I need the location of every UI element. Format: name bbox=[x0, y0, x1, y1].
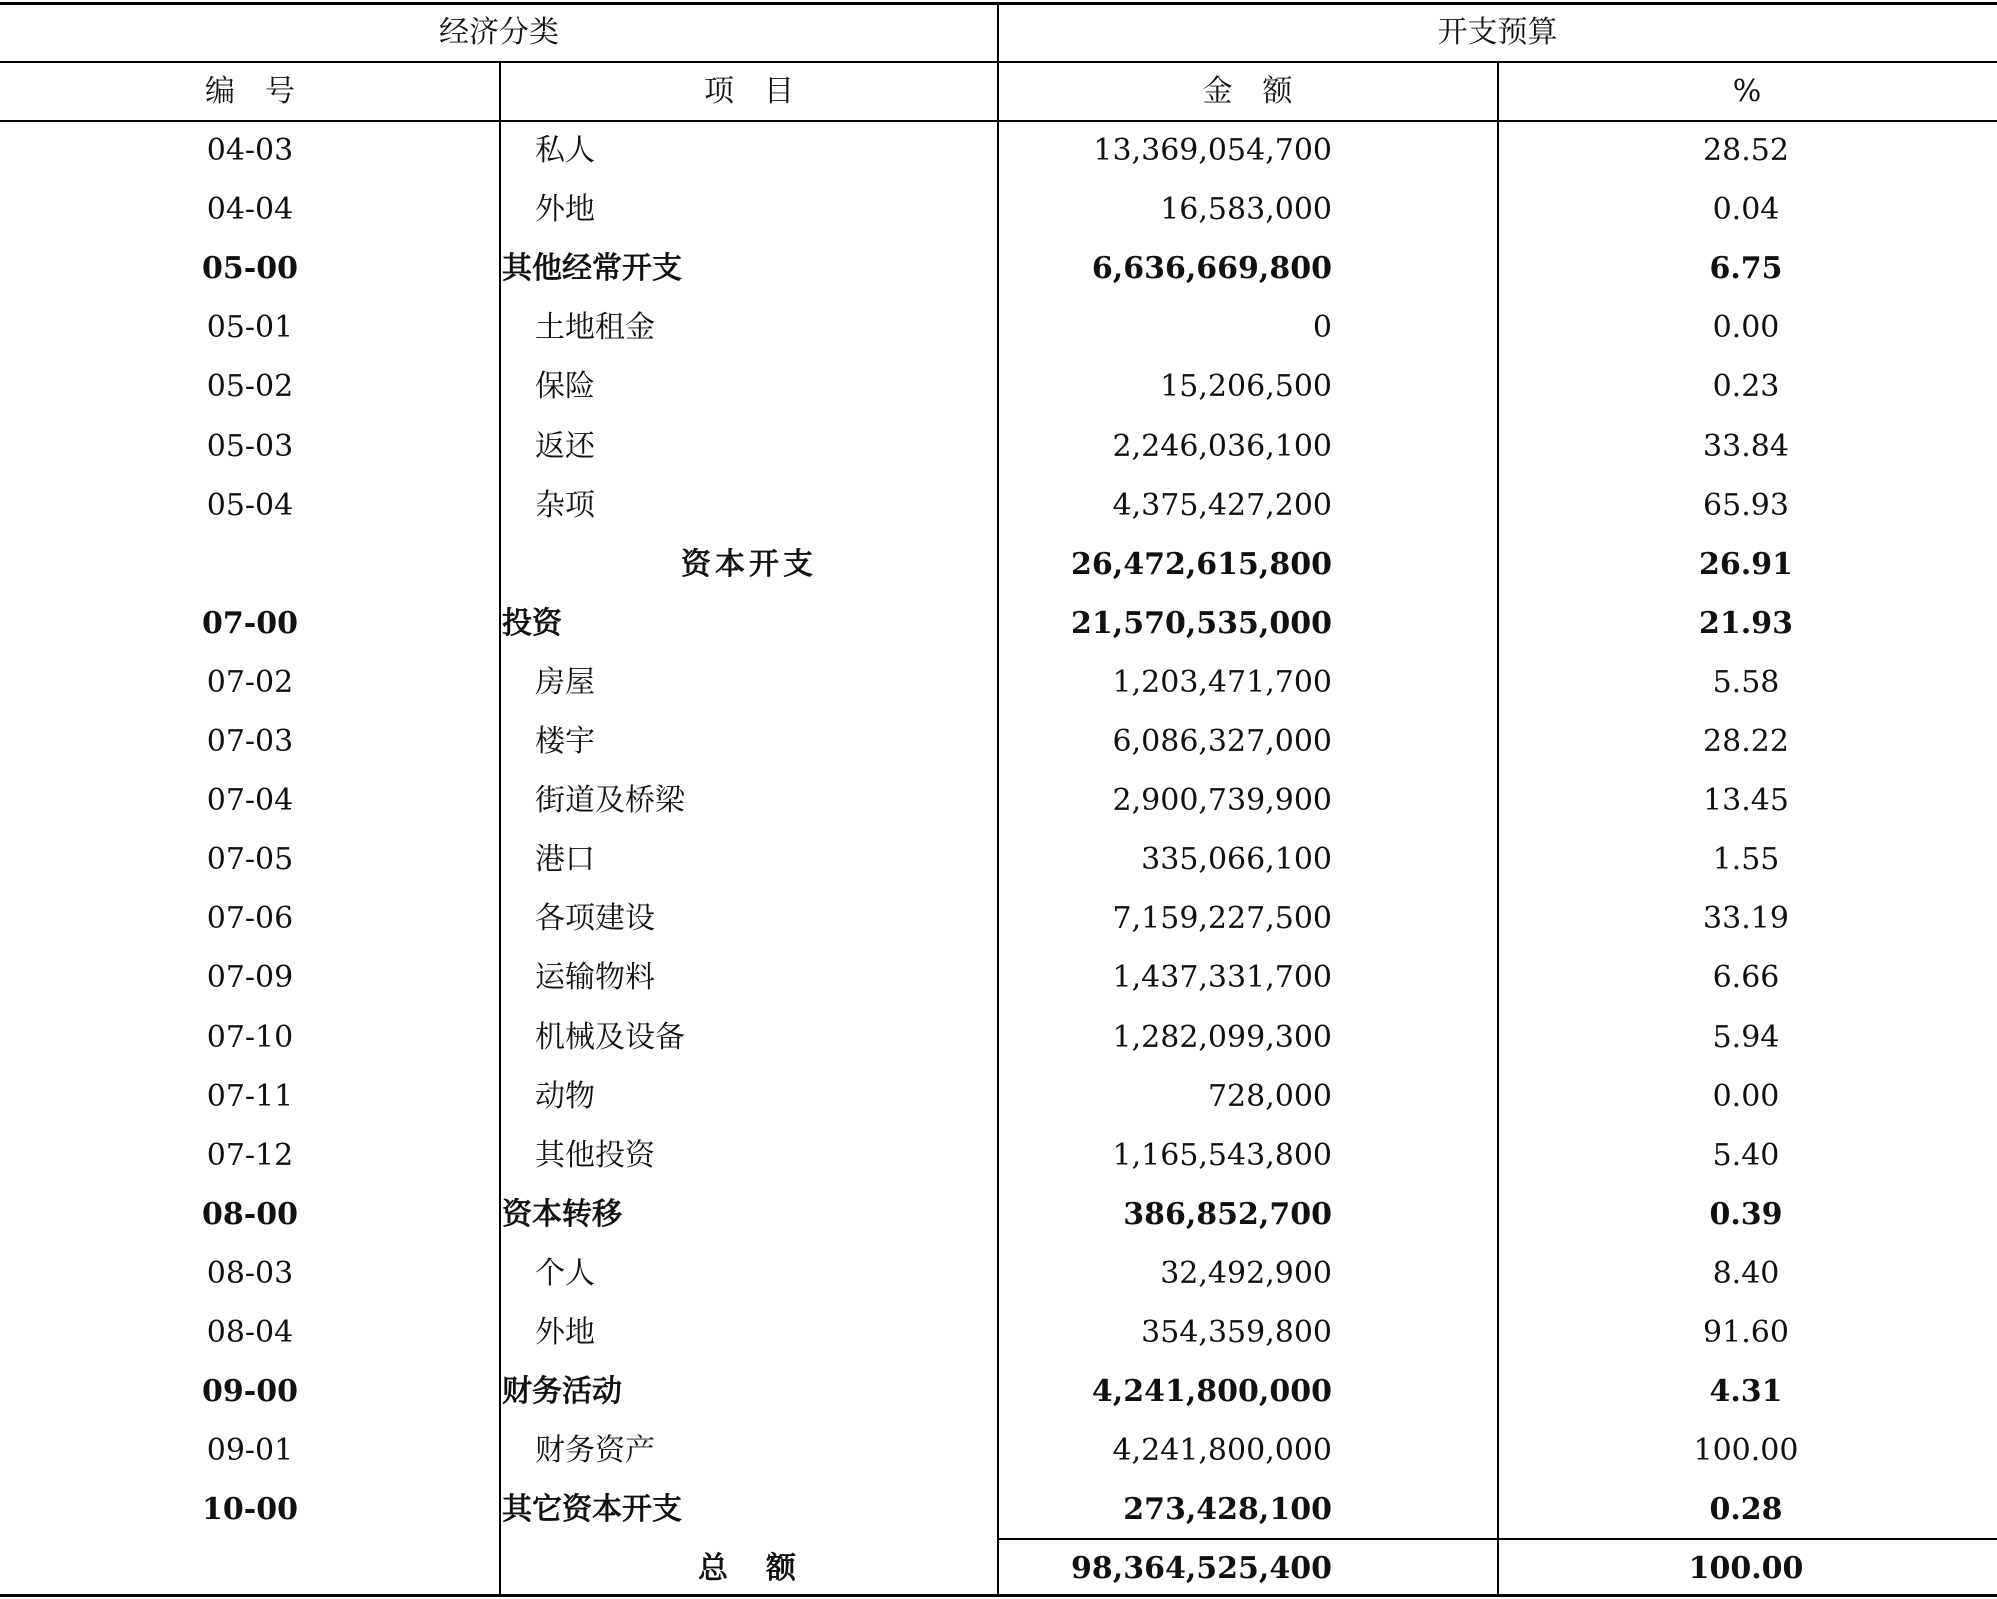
row-percent: 21.93 bbox=[1699, 605, 1793, 641]
row-amount: 2,246,036,100 bbox=[1112, 428, 1332, 464]
row-code: 05-01 bbox=[206, 310, 294, 346]
row-amount: 386,852,700 bbox=[1123, 1196, 1332, 1232]
header-amount: 金 额 bbox=[1202, 74, 1293, 109]
row-percent: 5.40 bbox=[1712, 1137, 1780, 1173]
row-code: 07-00 bbox=[202, 605, 298, 641]
row-item: 其他投资 bbox=[535, 1137, 655, 1173]
row-code: 08-03 bbox=[206, 1255, 294, 1291]
row-amount: 16,583,000 bbox=[1160, 192, 1332, 228]
row-percent: 6.75 bbox=[1709, 251, 1783, 287]
row-item: 杂项 bbox=[535, 487, 595, 523]
row-item: 总 额 bbox=[698, 1551, 800, 1587]
row-percent: 0.23 bbox=[1712, 369, 1780, 405]
row-amount: 1,437,331,700 bbox=[1112, 960, 1332, 996]
row-amount: 32,492,900 bbox=[1160, 1255, 1332, 1291]
row-amount: 1,203,471,700 bbox=[1112, 664, 1332, 700]
row-item: 外地 bbox=[535, 1315, 595, 1350]
row-percent: 100.00 bbox=[1693, 1433, 1799, 1469]
row-amount: 7,159,227,500 bbox=[1112, 901, 1332, 937]
row-percent: 1.55 bbox=[1712, 842, 1780, 878]
row-amount: 13,369,054,700 bbox=[1093, 133, 1332, 168]
row-amount: 0 bbox=[1312, 310, 1332, 346]
row-amount: 4,241,800,000 bbox=[1112, 1433, 1332, 1469]
row-percent: 13.45 bbox=[1703, 783, 1789, 819]
row-amount: 26,472,615,800 bbox=[1071, 546, 1332, 582]
row-code: 07-03 bbox=[206, 724, 294, 759]
row-item: 楼宇 bbox=[535, 724, 595, 759]
row-code: 05-00 bbox=[202, 251, 298, 287]
row-item: 动物 bbox=[535, 1078, 595, 1114]
row-amount: 335,066,100 bbox=[1141, 842, 1332, 878]
row-code: 08-00 bbox=[202, 1196, 298, 1232]
row-code: 05-04 bbox=[206, 487, 294, 523]
row-amount: 1,282,099,300 bbox=[1112, 1019, 1332, 1055]
row-code: 07-06 bbox=[206, 901, 294, 937]
row-percent: 0.39 bbox=[1709, 1196, 1783, 1232]
row-item: 机械及设备 bbox=[535, 1019, 685, 1055]
row-percent: 0.28 bbox=[1709, 1492, 1783, 1528]
row-item: 投资 bbox=[502, 605, 562, 641]
row-item: 土地租金 bbox=[535, 310, 655, 346]
row-item: 各项建设 bbox=[535, 901, 655, 937]
header-percent: % bbox=[1732, 74, 1762, 109]
row-item: 港口 bbox=[535, 842, 595, 878]
row-item: 私人 bbox=[535, 133, 595, 168]
row-percent: 5.94 bbox=[1712, 1019, 1780, 1055]
row-item: 财务资产 bbox=[535, 1433, 655, 1469]
row-code: 07-04 bbox=[206, 783, 294, 819]
row-percent: 100.00 bbox=[1688, 1551, 1804, 1587]
row-percent: 91.60 bbox=[1703, 1315, 1789, 1350]
row-amount: 4,375,427,200 bbox=[1112, 487, 1332, 523]
row-amount: 1,165,543,800 bbox=[1112, 1137, 1332, 1173]
row-percent: 28.52 bbox=[1703, 133, 1789, 168]
row-code: 07-05 bbox=[206, 842, 294, 878]
row-item: 资本开支 bbox=[681, 546, 817, 582]
row-percent: 8.40 bbox=[1712, 1255, 1780, 1291]
row-code: 07-12 bbox=[206, 1137, 294, 1173]
row-amount: 6,636,669,800 bbox=[1091, 251, 1332, 287]
row-percent: 6.66 bbox=[1712, 960, 1780, 996]
row-code: 07-09 bbox=[206, 960, 294, 996]
row-item: 其它资本开支 bbox=[502, 1492, 682, 1528]
row-code: 08-04 bbox=[206, 1315, 294, 1350]
header-item: 项 目 bbox=[704, 74, 794, 109]
row-code: 09-01 bbox=[206, 1433, 294, 1469]
row-percent: 0.04 bbox=[1712, 192, 1780, 228]
row-code: 04-04 bbox=[206, 192, 294, 228]
row-amount: 21,570,535,000 bbox=[1071, 605, 1332, 641]
row-item: 运输物料 bbox=[535, 960, 655, 996]
row-code bbox=[0, 535, 500, 594]
row-item: 外地 bbox=[535, 192, 595, 228]
row-code: 07-02 bbox=[206, 664, 294, 700]
row-code: 05-03 bbox=[206, 428, 294, 464]
row-amount: 273,428,100 bbox=[1123, 1492, 1332, 1528]
row-item: 其他经常开支 bbox=[502, 251, 682, 287]
row-amount: 728,000 bbox=[1207, 1078, 1332, 1114]
row-percent: 28.22 bbox=[1703, 724, 1789, 759]
row-code: 09-00 bbox=[202, 1374, 298, 1410]
row-amount: 2,900,739,900 bbox=[1112, 783, 1332, 819]
header-code: 编 号 bbox=[205, 74, 295, 109]
row-item: 财务活动 bbox=[502, 1374, 622, 1410]
row-percent: 5.58 bbox=[1712, 664, 1780, 700]
row-item: 返还 bbox=[535, 428, 595, 464]
row-code: 07-11 bbox=[206, 1078, 294, 1114]
row-percent: 4.31 bbox=[1709, 1374, 1783, 1410]
row-item: 街道及桥梁 bbox=[535, 783, 685, 819]
row-amount: 6,086,327,000 bbox=[1112, 724, 1332, 759]
row-amount: 354,359,800 bbox=[1141, 1315, 1332, 1350]
row-amount: 4,241,800,000 bbox=[1091, 1374, 1332, 1410]
row-percent: 33.19 bbox=[1703, 901, 1789, 937]
row-item: 资本转移 bbox=[502, 1196, 622, 1232]
row-percent: 0.00 bbox=[1712, 310, 1780, 346]
row-amount: 98,364,525,400 bbox=[1071, 1551, 1332, 1587]
row-item: 房屋 bbox=[535, 664, 595, 700]
row-percent: 65.93 bbox=[1703, 487, 1789, 523]
header-economic-class: 经济分类 bbox=[439, 15, 559, 50]
row-item: 保险 bbox=[535, 369, 595, 405]
row-code: 04-03 bbox=[206, 133, 294, 168]
row-item: 个人 bbox=[535, 1255, 595, 1291]
row-amount: 15,206,500 bbox=[1160, 369, 1332, 405]
row-percent: 26.91 bbox=[1699, 546, 1793, 582]
row-percent: 0.00 bbox=[1712, 1078, 1780, 1114]
header-budget: 开支预算 bbox=[1437, 15, 1558, 50]
row-percent: 33.84 bbox=[1703, 428, 1789, 464]
row-code: 05-02 bbox=[206, 369, 294, 405]
row-code bbox=[0, 1539, 500, 1598]
row-code: 10-00 bbox=[202, 1492, 298, 1528]
row-code: 07-10 bbox=[206, 1019, 294, 1055]
